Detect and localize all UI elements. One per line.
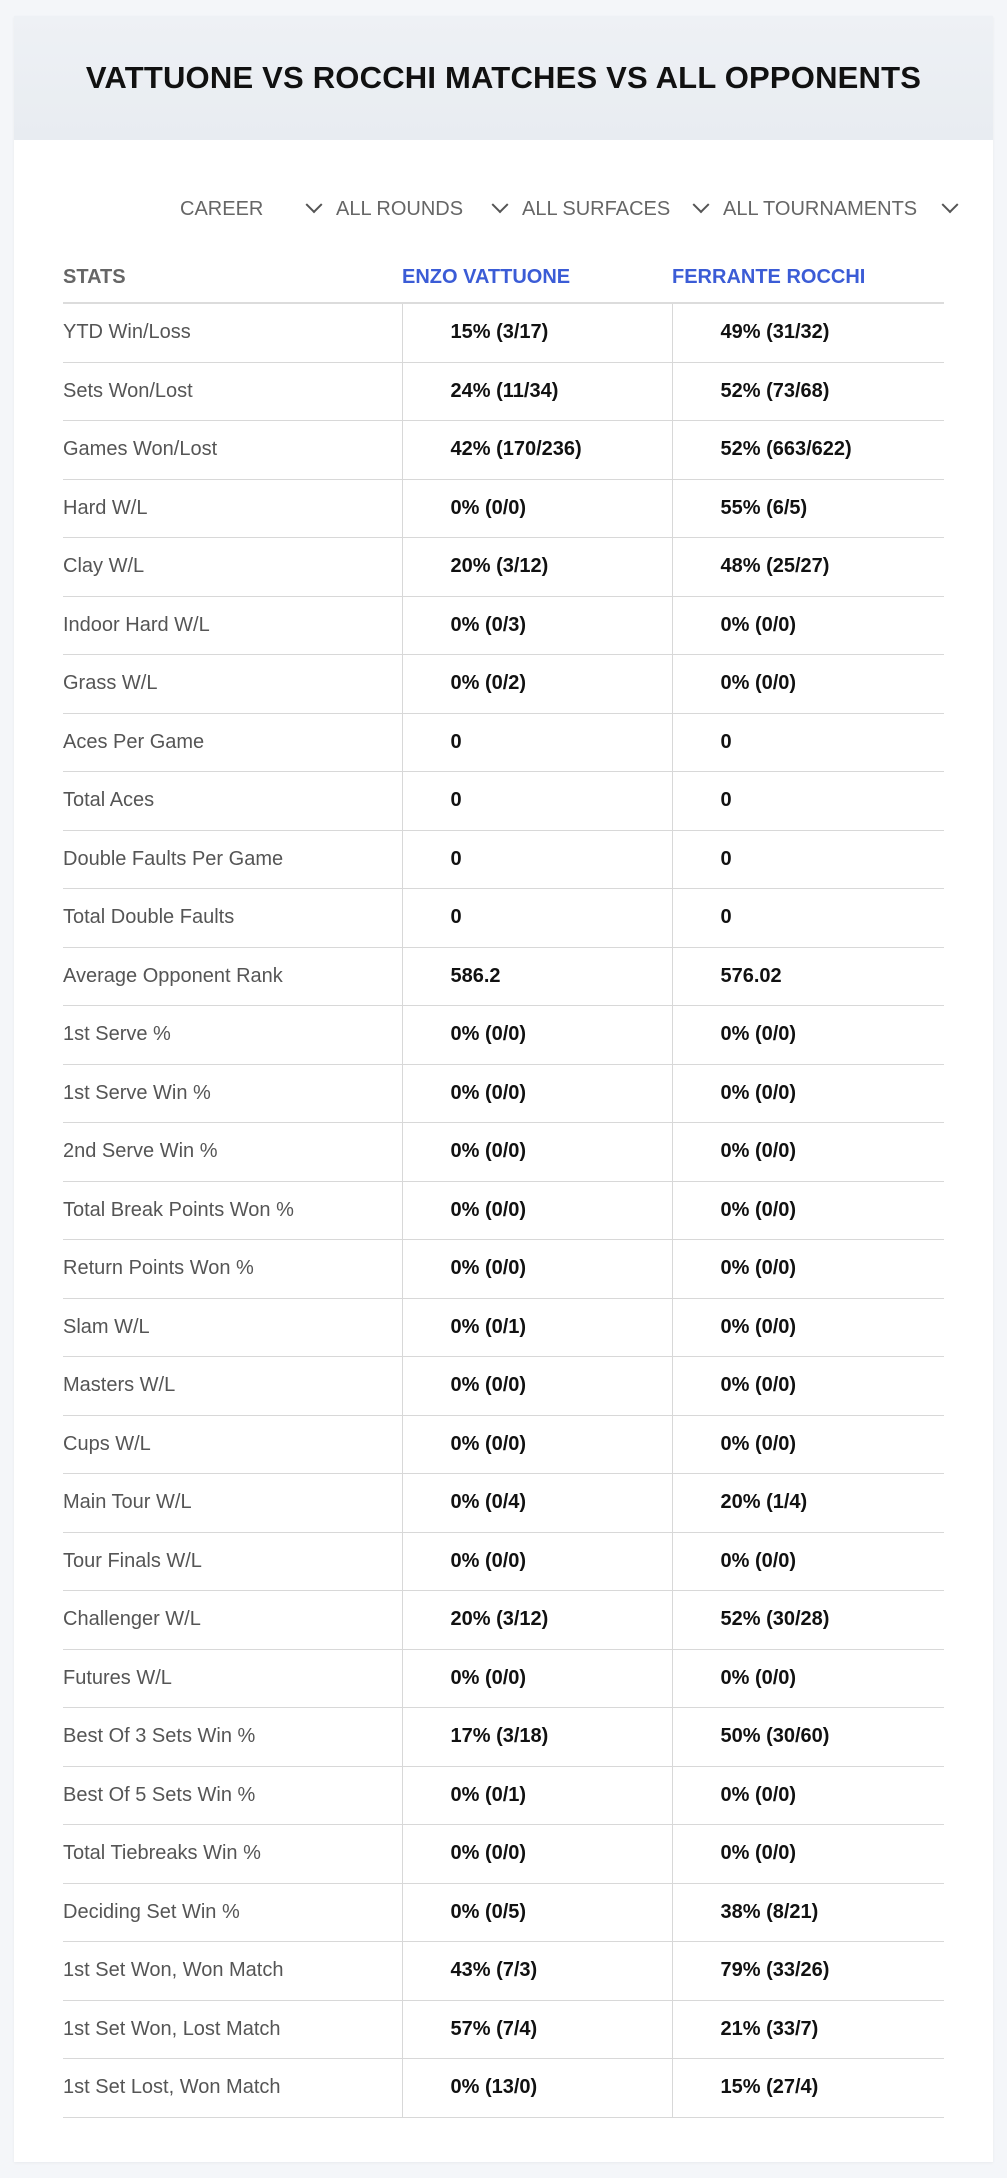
player2-stat-value: 0 — [672, 889, 944, 948]
player2-stat-value: 20% (1/4) — [672, 1474, 944, 1533]
stats-card — [14, 16, 993, 2162]
stat-label: Grass W/L — [63, 655, 402, 714]
player1-column-header[interactable] — [402, 253, 672, 303]
table-row — [63, 1532, 944, 1591]
player2-stat-value: 0% (0/0) — [672, 1825, 944, 1884]
player1-stat-value: 0% (0/0) — [402, 1357, 672, 1416]
stat-label: Aces Per Game — [63, 713, 402, 772]
player1-stat-value: 20% (3/12) — [402, 1591, 672, 1650]
table-row — [63, 1298, 944, 1357]
chevron-down-icon — [942, 196, 959, 213]
table-row — [63, 1942, 944, 2001]
table-row — [63, 1649, 944, 1708]
player2-column-header[interactable] — [672, 253, 944, 303]
player1-stat-value: 0% (0/4) — [402, 1474, 672, 1533]
surfaces-dropdown-label: ALL SURFACES — [522, 197, 671, 220]
player2-stat-value: 576.02 — [672, 947, 944, 1006]
table-row — [63, 538, 944, 597]
stat-label: Futures W/L — [63, 1649, 402, 1708]
stat-label: Challenger W/L — [63, 1591, 402, 1650]
chevron-down-icon — [306, 196, 323, 213]
player1-stat-value: 0% (13/0) — [402, 2059, 672, 2118]
stat-label: 1st Set Won, Lost Match — [63, 2000, 402, 2059]
player1-stat-value: 0% (0/0) — [402, 1240, 672, 1299]
stat-label: Slam W/L — [63, 1298, 402, 1357]
player2-stat-value: 0% (0/0) — [672, 1240, 944, 1299]
player2-stat-value: 0 — [672, 713, 944, 772]
table-row — [63, 1591, 944, 1650]
player1-stat-value: 0% (0/0) — [402, 1123, 672, 1182]
player2-stat-value: 0% (0/0) — [672, 655, 944, 714]
player2-stat-value: 38% (8/21) — [672, 1883, 944, 1942]
table-row — [63, 1064, 944, 1123]
stat-label: Total Tiebreaks Win % — [63, 1825, 402, 1884]
card-header — [14, 16, 993, 140]
player2-stat-value: 0% (0/0) — [672, 1123, 944, 1182]
table-row — [63, 1357, 944, 1416]
player1-stat-value: 43% (7/3) — [402, 1942, 672, 2001]
stat-label: Best Of 3 Sets Win % — [63, 1708, 402, 1767]
stat-label: Double Faults Per Game — [63, 830, 402, 889]
table-header-row — [63, 253, 944, 303]
table-row — [63, 1474, 944, 1533]
table-row — [63, 1123, 944, 1182]
player1-stat-value: 15% (3/17) — [402, 303, 672, 362]
stats-table-body — [63, 303, 944, 2117]
player1-stat-value: 57% (7/4) — [402, 2000, 672, 2059]
stat-label: Indoor Hard W/L — [63, 596, 402, 655]
table-row — [63, 947, 944, 1006]
player2-stat-value: 0% (0/0) — [672, 596, 944, 655]
player2-stat-value: 52% (73/68) — [672, 362, 944, 421]
stat-label: YTD Win/Loss — [63, 303, 402, 362]
stat-label: Best Of 5 Sets Win % — [63, 1766, 402, 1825]
player1-stat-value: 0% (0/0) — [402, 1181, 672, 1240]
stat-label: Games Won/Lost — [63, 421, 402, 480]
player2-stat-value: 52% (663/622) — [672, 421, 944, 480]
table-row — [63, 1825, 944, 1884]
stat-label: Hard W/L — [63, 479, 402, 538]
player2-stat-value: 0% (0/0) — [672, 1649, 944, 1708]
filter-bar — [180, 189, 956, 229]
player1-stat-value: 0% (0/5) — [402, 1883, 672, 1942]
stats-table — [63, 253, 944, 2118]
stat-label: Deciding Set Win % — [63, 1883, 402, 1942]
player1-stat-value: 0% (0/0) — [402, 1006, 672, 1065]
player1-stat-value: 0% (0/0) — [402, 1532, 672, 1591]
stat-label: Average Opponent Rank — [63, 947, 402, 1006]
table-row — [63, 830, 944, 889]
table-row — [63, 1006, 944, 1065]
player1-stat-value: 20% (3/12) — [402, 538, 672, 597]
chevron-down-icon — [693, 196, 710, 213]
rounds-dropdown-label: ALL ROUNDS — [336, 197, 464, 220]
stats-column-header: STATS — [63, 253, 402, 303]
table-row — [63, 1883, 944, 1942]
player2-stat-value: 79% (33/26) — [672, 1942, 944, 2001]
stat-label: Main Tour W/L — [63, 1474, 402, 1533]
player1-stat-value: 42% (170/236) — [402, 421, 672, 480]
player1-stat-value: 0 — [402, 889, 672, 948]
stat-label: Total Double Faults — [63, 889, 402, 948]
table-row — [63, 479, 944, 538]
player1-stat-value: 0% (0/3) — [402, 596, 672, 655]
table-row — [63, 596, 944, 655]
table-row — [63, 772, 944, 831]
period-dropdown-label: CAREER — [180, 197, 264, 220]
player1-stat-value: 586.2 — [402, 947, 672, 1006]
player2-stat-value: 0% (0/0) — [672, 1766, 944, 1825]
stat-label: Return Points Won % — [63, 1240, 402, 1299]
table-row — [63, 1181, 944, 1240]
surfaces-dropdown[interactable] — [522, 189, 707, 229]
stat-label: Sets Won/Lost — [63, 362, 402, 421]
table-row — [63, 303, 944, 362]
player2-stat-value: 49% (31/32) — [672, 303, 944, 362]
stat-label: Cups W/L — [63, 1415, 402, 1474]
table-row — [63, 713, 944, 772]
table-row — [63, 421, 944, 480]
player1-stat-value: 0 — [402, 772, 672, 831]
stat-label: Masters W/L — [63, 1357, 402, 1416]
player2-stat-value: 0 — [672, 772, 944, 831]
player2-stat-value: 0% (0/0) — [672, 1181, 944, 1240]
stat-label: 1st Set Lost, Won Match — [63, 2059, 402, 2118]
page-title: VATTUONE VS ROCCHI MATCHES VS ALL OPPONENTS — [85, 60, 922, 95]
period-dropdown[interactable] — [180, 189, 320, 229]
stat-label: Clay W/L — [63, 538, 402, 597]
player1-stat-value: 0% (0/0) — [402, 1649, 672, 1708]
stat-label: Total Break Points Won % — [63, 1181, 402, 1240]
stat-label: 1st Serve % — [63, 1006, 402, 1065]
player2-stat-value: 52% (30/28) — [672, 1591, 944, 1650]
player2-stat-value: 0% (0/0) — [672, 1006, 944, 1065]
table-row — [63, 1708, 944, 1767]
player2-stat-value: 50% (30/60) — [672, 1708, 944, 1767]
table-row — [63, 1240, 944, 1299]
player1-stat-value: 24% (11/34) — [402, 362, 672, 421]
tournaments-dropdown-label: ALL TOURNAMENTS — [723, 197, 918, 220]
player2-stat-value: 21% (33/7) — [672, 2000, 944, 2059]
stat-label: Total Aces — [63, 772, 402, 831]
table-row — [63, 2059, 944, 2118]
table-row — [63, 2000, 944, 2059]
table-row — [63, 889, 944, 948]
table-row — [63, 1766, 944, 1825]
player2-stat-value: 0 — [672, 830, 944, 889]
player1-name-link[interactable]: ENZO VATTUONE — [402, 266, 571, 288]
rounds-dropdown[interactable] — [336, 189, 506, 229]
table-row — [63, 655, 944, 714]
player1-stat-value: 0 — [402, 830, 672, 889]
player1-stat-value: 0% (0/0) — [402, 1415, 672, 1474]
table-row — [63, 1415, 944, 1474]
tournaments-dropdown[interactable] — [723, 189, 956, 229]
player1-stat-value: 17% (3/18) — [402, 1708, 672, 1767]
player1-stat-value: 0 — [402, 713, 672, 772]
chevron-down-icon — [492, 196, 509, 213]
player1-stat-value: 0% (0/1) — [402, 1766, 672, 1825]
player2-stat-value: 48% (25/27) — [672, 538, 944, 597]
table-row — [63, 362, 944, 421]
player2-stat-value: 0% (0/0) — [672, 1532, 944, 1591]
player1-stat-value: 0% (0/1) — [402, 1298, 672, 1357]
stat-label: 2nd Serve Win % — [63, 1123, 402, 1182]
player1-stat-value: 0% (0/0) — [402, 479, 672, 538]
player2-stat-value: 0% (0/0) — [672, 1357, 944, 1416]
player1-stat-value: 0% (0/0) — [402, 1064, 672, 1123]
player2-stat-value: 15% (27/4) — [672, 2059, 944, 2118]
player2-stat-value: 0% (0/0) — [672, 1064, 944, 1123]
player2-name-link[interactable]: FERRANTE ROCCHI — [672, 266, 866, 288]
stat-label: 1st Serve Win % — [63, 1064, 402, 1123]
stat-label: 1st Set Won, Won Match — [63, 1942, 402, 2001]
player2-stat-value: 55% (6/5) — [672, 479, 944, 538]
player1-stat-value: 0% (0/2) — [402, 655, 672, 714]
player1-stat-value: 0% (0/0) — [402, 1825, 672, 1884]
stat-label: Tour Finals W/L — [63, 1532, 402, 1591]
player2-stat-value: 0% (0/0) — [672, 1415, 944, 1474]
player2-stat-value: 0% (0/0) — [672, 1298, 944, 1357]
